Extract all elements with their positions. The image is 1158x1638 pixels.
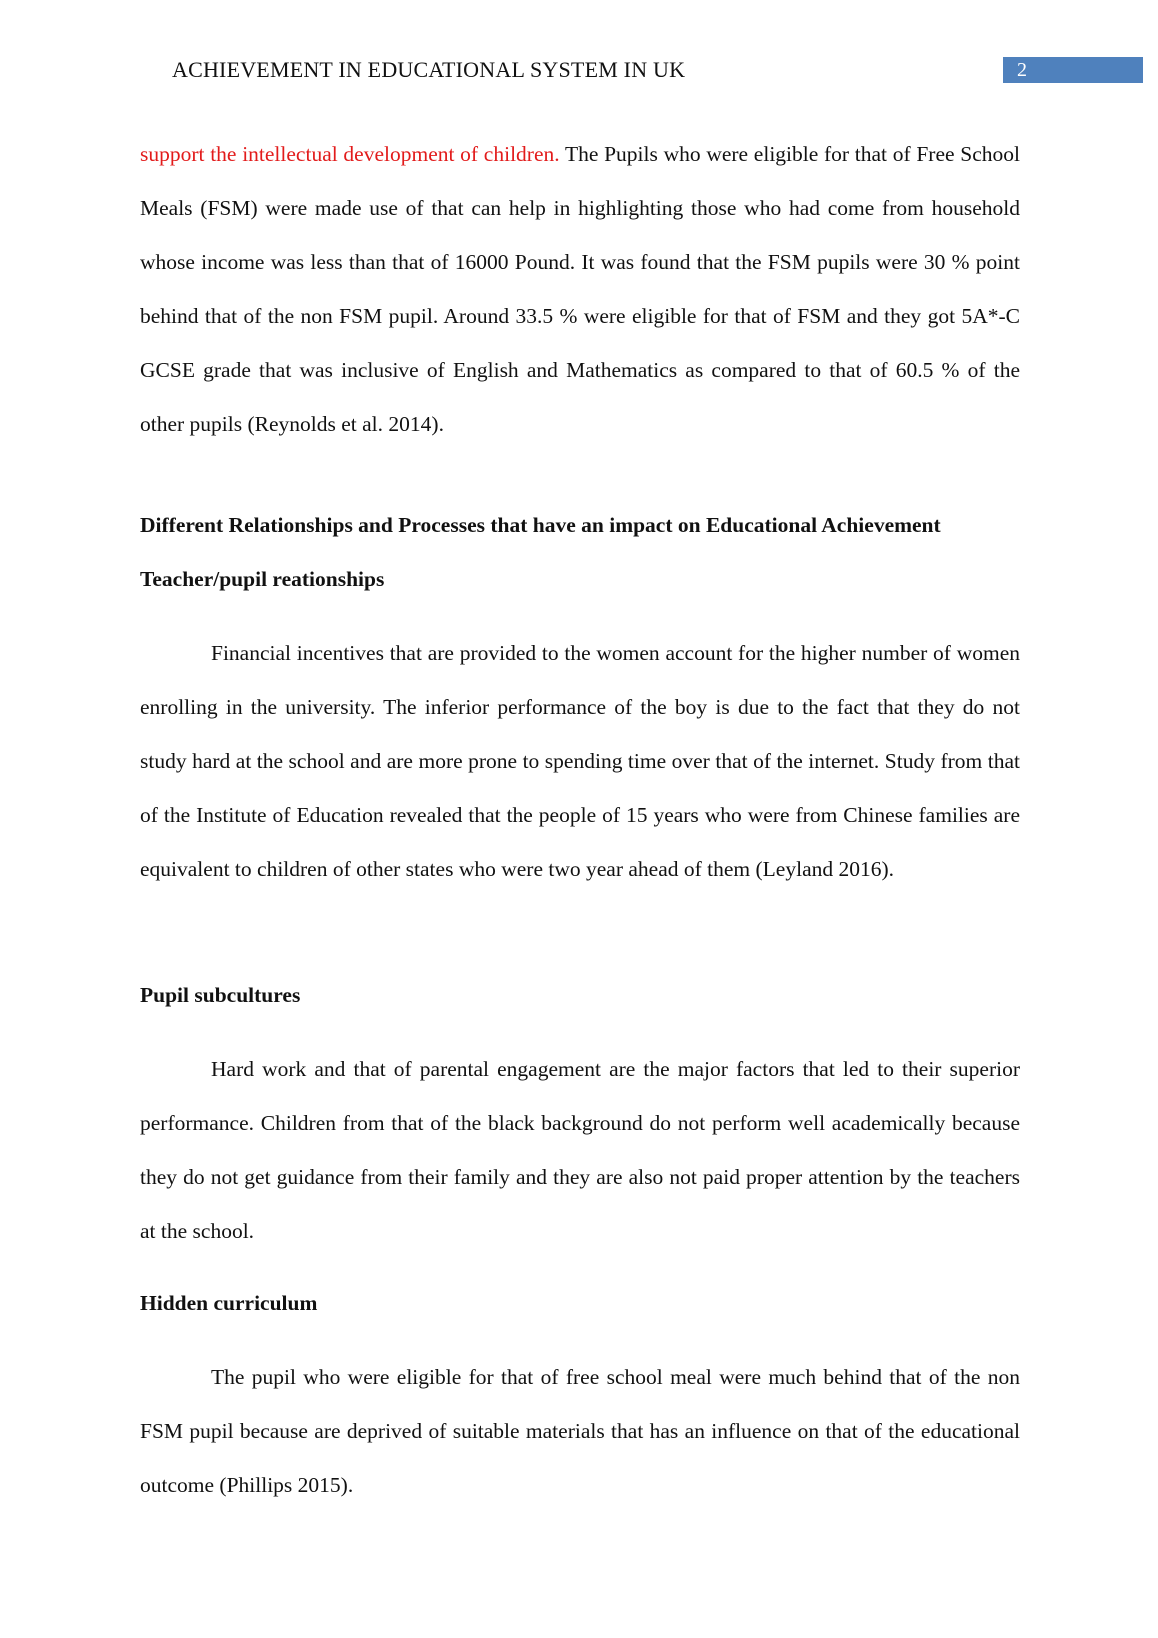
page-number-badge: 2 (1003, 57, 1143, 83)
paragraph-subcultures: Hard work and that of parental engagement are the major factors that led to their superior performance. Children from that of the black background do not perform well academically because they do not get guidance from their family and they are also not paid proper attention by the teachers at the school. (140, 1057, 1020, 1243)
paragraph-text: The Pupils who were eligible for that of Free School Meals (FSM) were made use of that can help in highlighting those who had come from household whose income was less than that of 16000 Pound. It was found that the FSM pupils were 30 % point behind that of the non FSM pupil. Around 33.5 % were eligible for that of FSM and they got 5A*-C GCSE grade that was inclusive of English and Mathematics as compared to that of 60.5 % of the other pupils (Reynolds et al. 2014). (140, 142, 1020, 436)
subheading-hidden-curriculum: Hidden curriculum (140, 1291, 318, 1315)
paragraph-hidden-curriculum: The pupil who were eligible for that of free school meal were much behind that of the non FSM pupil because are deprived of suitable materials that has an influence on that of the educational outcome (Phillips 2015). (140, 1365, 1020, 1497)
subheading-teacher-pupil: Teacher/pupil reationships (140, 567, 385, 591)
paragraph-fsm-statistics (140, 127, 1020, 451)
section-heading-relationships: Different Relationships and Processes that have an impact on Educational Achievement (140, 513, 941, 537)
highlighted-text: support the intellectual development of children. (140, 142, 560, 166)
paragraph-teacher-pupil: Financial incentives that are provided to the women account for the higher number of women enrolling in the university. The inferior performance of the boy is due to the fact that they do not study hard at the school and are more prone to spending time over that of the internet. Study from that of the Institute of Education revealed that the people of 15 years who were from Chinese families are equivalent to children of other states who were two year ahead of them (Leyland 2016). (140, 641, 1020, 881)
running-head: ACHIEVEMENT IN EDUCATIONAL SYSTEM IN UK (172, 57, 686, 82)
subheading-pupil-subcultures: Pupil subcultures (140, 983, 301, 1007)
